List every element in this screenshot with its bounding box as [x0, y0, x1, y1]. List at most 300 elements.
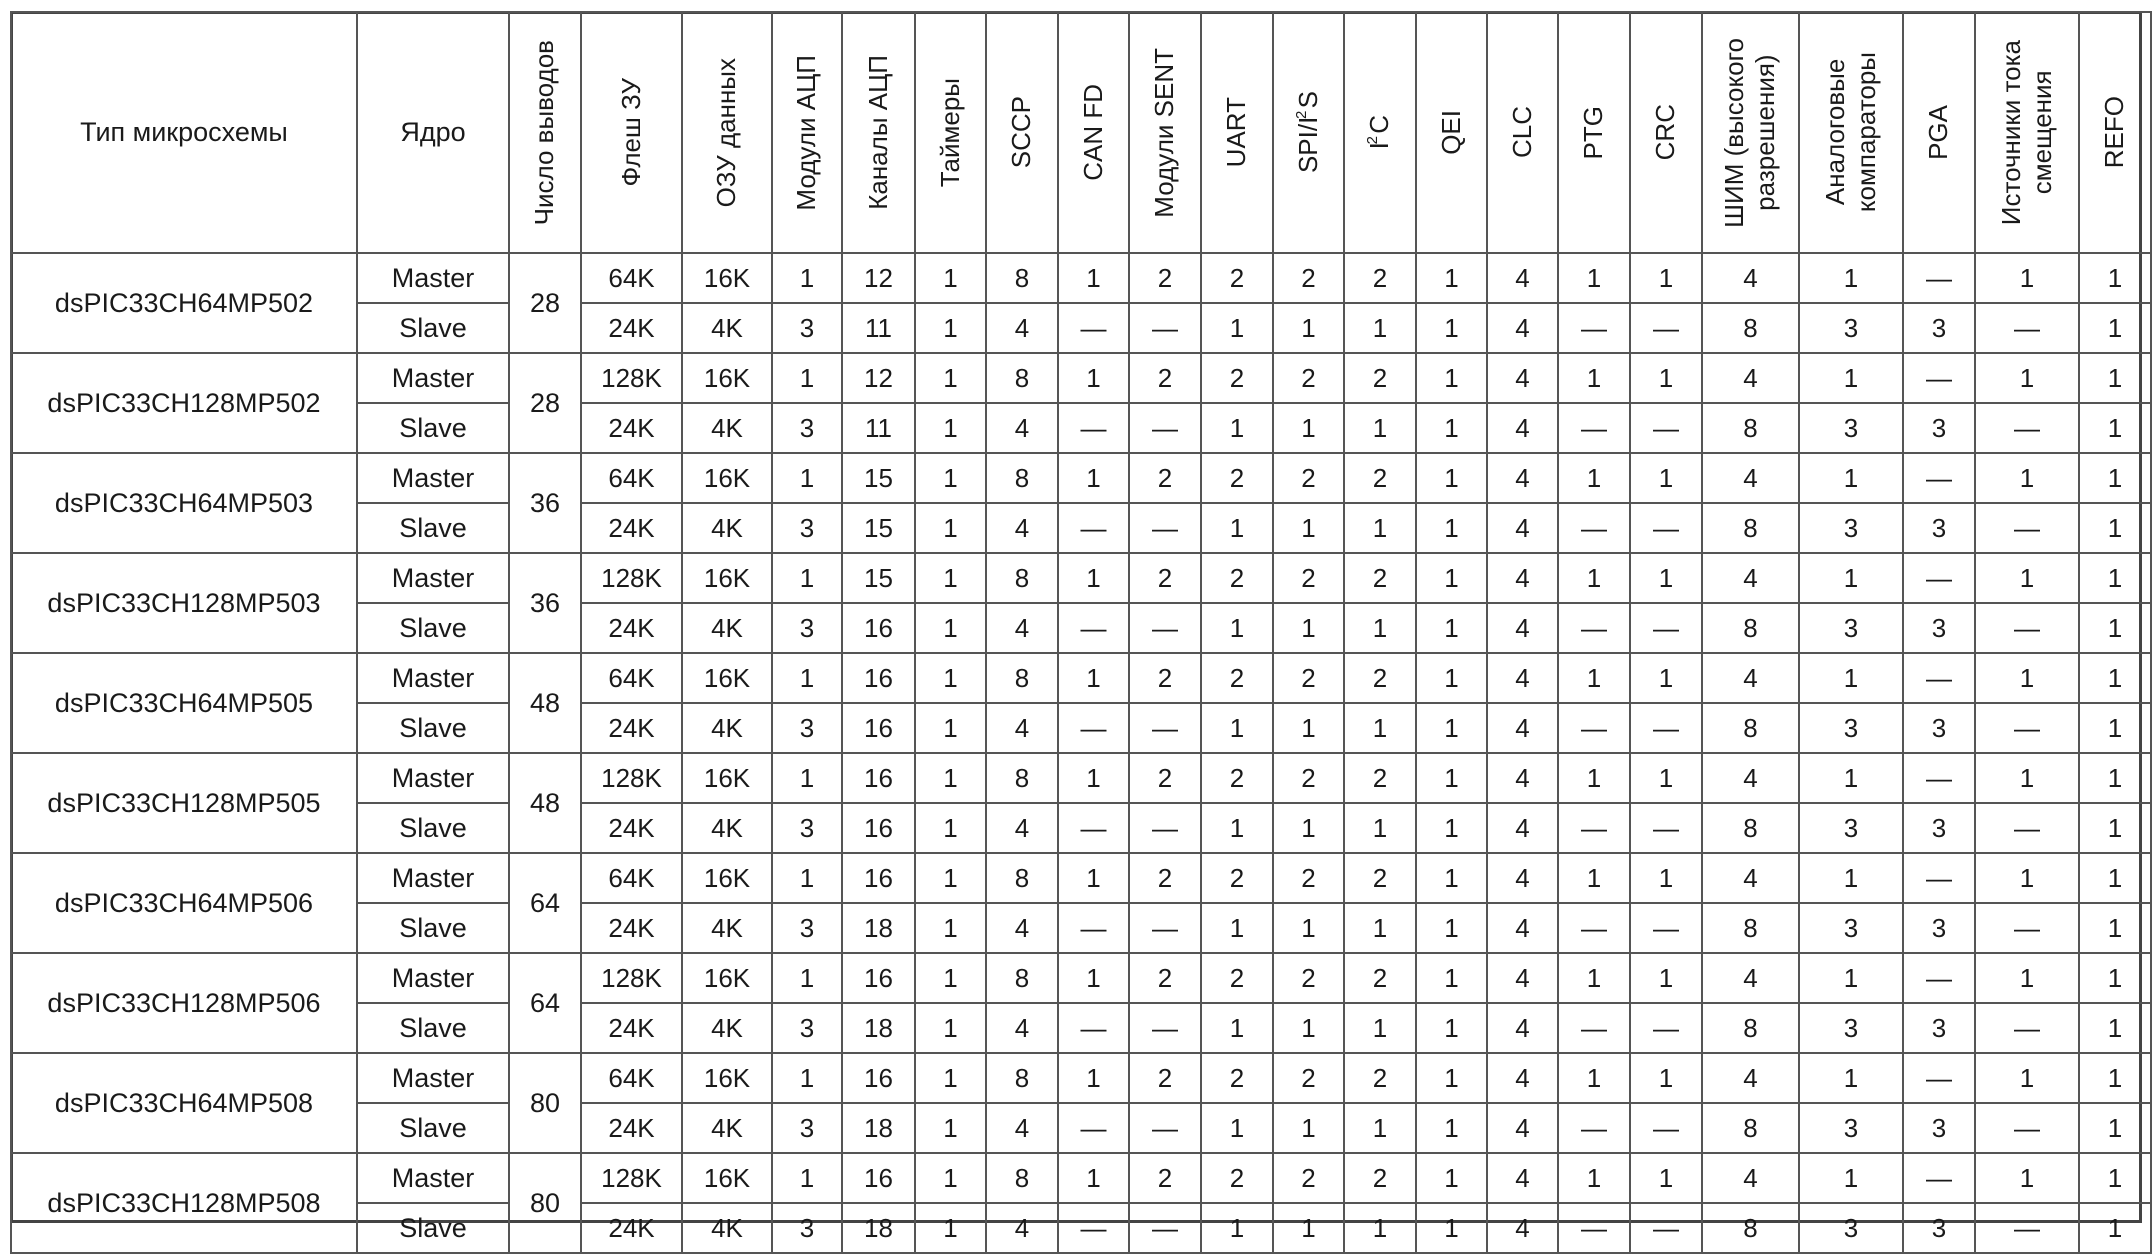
value-cell: 2: [1201, 753, 1273, 803]
value-cell: 2: [1344, 853, 1416, 903]
header-feature-12: [1487, 12, 1558, 253]
value-cell: 4: [1702, 553, 1799, 603]
header-feature-label: Каналы АЦП: [862, 55, 893, 210]
value-cell: 1: [2079, 753, 2151, 803]
value-cell: —: [1975, 303, 2079, 353]
header-feature-label: REFO: [2099, 96, 2130, 169]
value-cell: 8: [986, 1153, 1058, 1203]
value-cell: 1: [915, 1003, 986, 1053]
header-feature-label: $I^2C$: [1364, 115, 1395, 150]
table-row: [11, 1053, 2151, 1103]
value-cell: 2: [1273, 253, 1344, 303]
value-cell: 8: [986, 953, 1058, 1003]
value-cell: 24K: [581, 603, 682, 653]
value-cell: 1: [915, 603, 986, 653]
chip-name-cell: dsPIC33CH64MP503: [11, 453, 357, 553]
value-cell: 4: [1487, 1203, 1558, 1253]
value-cell: 2: [1344, 453, 1416, 503]
value-cell: 3: [772, 703, 842, 753]
value-cell: —: [1558, 1003, 1630, 1053]
value-cell: —: [1630, 1003, 1702, 1053]
value-cell: —: [1975, 703, 2079, 753]
value-cell: 1: [1273, 503, 1344, 553]
value-cell: 128K: [581, 953, 682, 1003]
value-cell: 1: [1416, 253, 1487, 303]
value-cell: 1: [1975, 853, 2079, 903]
value-cell: 4K: [682, 603, 772, 653]
core-cell: Slave: [357, 503, 509, 553]
header-feature-label: SCCP: [1006, 96, 1037, 169]
value-cell: 2: [1273, 453, 1344, 503]
value-cell: 1: [2079, 453, 2151, 503]
value-cell: 1: [1416, 903, 1487, 953]
header-feature-15: [1702, 12, 1799, 253]
value-cell: 1: [2079, 1003, 2151, 1053]
value-cell: 3: [772, 303, 842, 353]
value-cell: 1: [1344, 303, 1416, 353]
table-row: [11, 1153, 2151, 1203]
table-row: [11, 753, 2151, 803]
value-cell: 2: [1273, 1053, 1344, 1103]
value-cell: —: [1058, 1203, 1129, 1253]
value-cell: —: [1058, 1103, 1129, 1153]
value-cell: 8: [986, 753, 1058, 803]
value-cell: 64K: [581, 653, 682, 703]
value-cell: 4K: [682, 903, 772, 953]
value-cell: 1: [915, 453, 986, 503]
value-cell: 16K: [682, 353, 772, 403]
value-cell: 2: [1273, 953, 1344, 1003]
header-feature-8: [1201, 12, 1273, 253]
value-cell: 1: [772, 1053, 842, 1103]
header-feature-label: ОЗУ данных: [711, 57, 742, 208]
header-feature-1: [682, 12, 772, 253]
value-cell: 3: [1799, 1203, 1903, 1253]
value-cell: 1: [772, 453, 842, 503]
value-cell: 4: [1487, 553, 1558, 603]
value-cell: 1: [1344, 703, 1416, 753]
table-row: [11, 853, 2151, 903]
value-cell: 1: [1273, 803, 1344, 853]
value-cell: 4K: [682, 1003, 772, 1053]
value-cell: 1: [1975, 553, 2079, 603]
value-cell: —: [1129, 903, 1201, 953]
value-cell: 1: [1799, 753, 1903, 803]
value-cell: 4: [1487, 903, 1558, 953]
value-cell: 1: [1416, 303, 1487, 353]
value-cell: 1: [1799, 353, 1903, 403]
value-cell: 1: [1799, 653, 1903, 703]
value-cell: —: [1058, 603, 1129, 653]
value-cell: 1: [1201, 303, 1273, 353]
header-core: Ядро: [357, 12, 509, 253]
value-cell: 3: [772, 1103, 842, 1153]
value-cell: 1: [1558, 253, 1630, 303]
value-cell: —: [1630, 1203, 1702, 1253]
value-cell: 1: [1201, 803, 1273, 853]
value-cell: 2: [1129, 253, 1201, 303]
value-cell: 3: [772, 503, 842, 553]
value-cell: 1: [2079, 703, 2151, 753]
pins-cell: 28: [509, 353, 581, 453]
value-cell: —: [1129, 1003, 1201, 1053]
value-cell: 1: [1630, 253, 1702, 303]
value-cell: 1: [1558, 753, 1630, 803]
value-cell: 8: [986, 453, 1058, 503]
value-cell: 3: [1903, 1203, 1975, 1253]
value-cell: 24K: [581, 1103, 682, 1153]
value-cell: —: [1129, 503, 1201, 553]
value-cell: 64K: [581, 253, 682, 303]
value-cell: 4: [1702, 453, 1799, 503]
value-cell: 2: [1344, 753, 1416, 803]
core-cell: Slave: [357, 1003, 509, 1053]
value-cell: 16: [842, 803, 915, 853]
value-cell: 16: [842, 653, 915, 703]
header-feature-label: UART: [1221, 97, 1252, 168]
value-cell: 16K: [682, 953, 772, 1003]
core-cell: Slave: [357, 803, 509, 853]
value-cell: 3: [772, 903, 842, 953]
pins-cell: 48: [509, 753, 581, 853]
value-cell: 4: [986, 703, 1058, 753]
value-cell: 1: [2079, 953, 2151, 1003]
pins-cell: 80: [509, 1153, 581, 1253]
header-feature-label: SPI/$I^2S$: [1292, 91, 1323, 174]
header-feature-label: ШИМ (высокого разрешения): [1719, 37, 1781, 228]
value-cell: 1: [915, 1153, 986, 1203]
value-cell: 1: [1558, 853, 1630, 903]
value-cell: 1: [1344, 1203, 1416, 1253]
value-cell: 1: [1975, 1053, 2079, 1103]
value-cell: 4: [986, 803, 1058, 853]
header-feature-label: Источники тока смещения: [1995, 39, 2057, 226]
value-cell: 1: [1201, 403, 1273, 453]
header-feature-10: [1344, 12, 1416, 253]
value-cell: 1: [2079, 653, 2151, 703]
value-cell: —: [1975, 603, 2079, 653]
value-cell: 1: [1558, 1153, 1630, 1203]
value-cell: —: [1975, 1003, 2079, 1053]
value-cell: 3: [1799, 303, 1903, 353]
value-cell: —: [1058, 703, 1129, 753]
header-feature-4: [915, 12, 986, 253]
value-cell: 4: [1487, 953, 1558, 1003]
value-cell: 3: [1799, 803, 1903, 853]
value-cell: 8: [1702, 403, 1799, 453]
chip-name-cell: dsPIC33CH64MP502: [11, 253, 357, 353]
value-cell: 1: [2079, 353, 2151, 403]
value-cell: —: [1129, 303, 1201, 353]
value-cell: 1: [2079, 1153, 2151, 1203]
core-cell: Master: [357, 653, 509, 703]
core-cell: Master: [357, 353, 509, 403]
value-cell: —: [1975, 403, 2079, 453]
value-cell: 2: [1201, 253, 1273, 303]
value-cell: 1: [915, 903, 986, 953]
header-feature-3: [842, 12, 915, 253]
value-cell: 3: [1903, 903, 1975, 953]
core-cell: Master: [357, 453, 509, 503]
value-cell: 1: [1058, 653, 1129, 703]
value-cell: 1: [1558, 653, 1630, 703]
value-cell: 1: [1630, 453, 1702, 503]
value-cell: 1: [1416, 503, 1487, 553]
value-cell: —: [1903, 1053, 1975, 1103]
value-cell: 1: [1630, 753, 1702, 803]
value-cell: 1: [915, 1203, 986, 1253]
value-cell: 1: [1058, 753, 1129, 803]
value-cell: —: [1975, 1203, 2079, 1253]
value-cell: 4: [1487, 703, 1558, 753]
value-cell: 2: [1201, 1053, 1273, 1103]
value-cell: 1: [915, 1053, 986, 1103]
value-cell: 8: [986, 653, 1058, 703]
pins-cell: 48: [509, 653, 581, 753]
value-cell: 24K: [581, 403, 682, 453]
header-feature-2: [772, 12, 842, 253]
value-cell: 1: [2079, 303, 2151, 353]
value-cell: 8: [986, 553, 1058, 603]
value-cell: 64K: [581, 453, 682, 503]
header-feature-label: Флеш ЗУ: [615, 78, 646, 187]
value-cell: 1: [1273, 603, 1344, 653]
value-cell: 1: [1975, 653, 2079, 703]
value-cell: 1: [772, 1153, 842, 1203]
value-cell: 1: [1344, 1003, 1416, 1053]
value-cell: 1: [1416, 603, 1487, 653]
value-cell: 1: [915, 953, 986, 1003]
value-cell: 1: [1344, 503, 1416, 553]
value-cell: 3: [1903, 603, 1975, 653]
value-cell: 1: [1201, 503, 1273, 553]
value-cell: 15: [842, 453, 915, 503]
value-cell: —: [1058, 403, 1129, 453]
value-cell: 1: [1799, 853, 1903, 903]
value-cell: —: [1903, 253, 1975, 303]
pins-cell: 36: [509, 553, 581, 653]
header-feature-7: [1129, 12, 1201, 253]
value-cell: —: [1903, 453, 1975, 503]
value-cell: 11: [842, 303, 915, 353]
header-feature-18: [1975, 12, 2079, 253]
value-cell: 4: [1487, 1053, 1558, 1103]
value-cell: 1: [1975, 453, 2079, 503]
value-cell: 2: [1129, 553, 1201, 603]
value-cell: 1: [1058, 853, 1129, 903]
header-feature-label: PTG: [1578, 105, 1609, 160]
value-cell: 128K: [581, 553, 682, 603]
value-cell: 1: [772, 953, 842, 1003]
value-cell: 1: [1416, 1203, 1487, 1253]
value-cell: 1: [1975, 1153, 2079, 1203]
value-cell: 4K: [682, 1103, 772, 1153]
value-cell: 1: [1558, 553, 1630, 603]
value-cell: 3: [1799, 503, 1903, 553]
value-cell: —: [1558, 1203, 1630, 1253]
value-cell: 2: [1344, 353, 1416, 403]
value-cell: 4: [1487, 503, 1558, 553]
value-cell: 4: [1702, 1153, 1799, 1203]
value-cell: 4: [1487, 253, 1558, 303]
value-cell: 1: [2079, 903, 2151, 953]
value-cell: 1: [1975, 753, 2079, 803]
header-feature-label: CLC: [1506, 106, 1537, 159]
value-cell: 1: [1201, 1103, 1273, 1153]
value-cell: 1: [1416, 703, 1487, 753]
value-cell: 4K: [682, 1203, 772, 1253]
value-cell: 1: [915, 303, 986, 353]
value-cell: 1: [1558, 353, 1630, 403]
chip-name-cell: dsPIC33CH128MP502: [11, 353, 357, 453]
value-cell: 3: [1903, 1103, 1975, 1153]
core-cell: Slave: [357, 1103, 509, 1153]
value-cell: 1: [2079, 553, 2151, 603]
value-cell: 2: [1344, 253, 1416, 303]
value-cell: 8: [1702, 1003, 1799, 1053]
value-cell: —: [1903, 553, 1975, 603]
value-cell: 3: [1903, 403, 1975, 453]
value-cell: —: [1058, 903, 1129, 953]
header-feature-13: [1558, 12, 1630, 253]
value-cell: 1: [1201, 903, 1273, 953]
value-cell: —: [1129, 603, 1201, 653]
value-cell: 16K: [682, 253, 772, 303]
value-cell: 1: [772, 853, 842, 903]
value-cell: 4: [1702, 853, 1799, 903]
value-cell: 8: [1702, 503, 1799, 553]
value-cell: 3: [1799, 703, 1903, 753]
value-cell: —: [1058, 303, 1129, 353]
pins-cell: 64: [509, 853, 581, 953]
header-pins: [509, 12, 581, 253]
value-cell: 1: [1273, 703, 1344, 753]
value-cell: 2: [1344, 553, 1416, 603]
value-cell: 4: [986, 1103, 1058, 1153]
chip-name-cell: dsPIC33CH128MP506: [11, 953, 357, 1053]
value-cell: 15: [842, 553, 915, 603]
value-cell: 2: [1129, 753, 1201, 803]
value-cell: 1: [1799, 1053, 1903, 1103]
value-cell: 1: [1273, 1103, 1344, 1153]
value-cell: 4: [1487, 403, 1558, 453]
value-cell: 4: [1487, 453, 1558, 503]
value-cell: 2: [1273, 853, 1344, 903]
value-cell: —: [1058, 803, 1129, 853]
core-cell: Master: [357, 553, 509, 603]
value-cell: 1: [1630, 953, 1702, 1003]
value-cell: 1: [915, 353, 986, 403]
pins-cell: 28: [509, 253, 581, 353]
value-cell: —: [1558, 803, 1630, 853]
value-cell: 1: [1058, 953, 1129, 1003]
value-cell: —: [1630, 603, 1702, 653]
table-row: [11, 353, 2151, 403]
value-cell: 1: [1273, 1003, 1344, 1053]
value-cell: 1: [1416, 853, 1487, 903]
core-cell: Slave: [357, 903, 509, 953]
value-cell: 1: [2079, 803, 2151, 853]
value-cell: 11: [842, 403, 915, 453]
value-cell: 4K: [682, 703, 772, 753]
value-cell: 2: [1201, 953, 1273, 1003]
value-cell: 16: [842, 853, 915, 903]
value-cell: 4: [1702, 353, 1799, 403]
chip-name-cell: dsPIC33CH64MP506: [11, 853, 357, 953]
value-cell: —: [1129, 703, 1201, 753]
value-cell: 24K: [581, 1003, 682, 1053]
value-cell: 2: [1273, 553, 1344, 603]
value-cell: 3: [772, 403, 842, 453]
header-chip: Тип микросхемы: [11, 12, 357, 253]
header-feature-6: [1058, 12, 1129, 253]
chip-name-cell: dsPIC33CH128MP505: [11, 753, 357, 853]
value-cell: 15: [842, 503, 915, 553]
value-cell: 4: [1487, 1153, 1558, 1203]
value-cell: 4: [1487, 1103, 1558, 1153]
value-cell: 16K: [682, 553, 772, 603]
value-cell: 3: [1799, 1003, 1903, 1053]
value-cell: 1: [1416, 953, 1487, 1003]
pins-cell: 64: [509, 953, 581, 1053]
value-cell: 1: [1799, 953, 1903, 1003]
value-cell: 1: [1344, 903, 1416, 953]
value-cell: 16: [842, 953, 915, 1003]
header-feature-label: CAN FD: [1077, 84, 1108, 181]
table-body: [11, 253, 2151, 1253]
value-cell: 16K: [682, 1153, 772, 1203]
value-cell: 2: [1129, 453, 1201, 503]
value-cell: 1: [915, 403, 986, 453]
value-cell: —: [1903, 353, 1975, 403]
table-row: [11, 453, 2151, 503]
core-cell: Slave: [357, 603, 509, 653]
value-cell: 4: [1702, 1053, 1799, 1103]
value-cell: 1: [1058, 253, 1129, 303]
value-cell: —: [1975, 503, 2079, 553]
header-pins-label: Число выводов: [529, 39, 560, 226]
value-cell: 8: [1702, 903, 1799, 953]
value-cell: 16K: [682, 453, 772, 503]
value-cell: 128K: [581, 753, 682, 803]
table-row: [11, 653, 2151, 703]
value-cell: 1: [1416, 1053, 1487, 1103]
value-cell: —: [1558, 603, 1630, 653]
value-cell: 1: [2079, 253, 2151, 303]
value-cell: 1: [1344, 603, 1416, 653]
value-cell: —: [1558, 1103, 1630, 1153]
value-cell: 1: [1558, 953, 1630, 1003]
value-cell: 1: [1799, 553, 1903, 603]
value-cell: 24K: [581, 703, 682, 753]
value-cell: 1: [1630, 853, 1702, 903]
value-cell: 18: [842, 1103, 915, 1153]
value-cell: —: [1558, 503, 1630, 553]
value-cell: 16: [842, 1053, 915, 1103]
value-cell: 2: [1201, 453, 1273, 503]
value-cell: 4: [986, 1203, 1058, 1253]
value-cell: —: [1975, 903, 2079, 953]
value-cell: 3: [772, 603, 842, 653]
value-cell: 8: [1702, 303, 1799, 353]
value-cell: 1: [2079, 853, 2151, 903]
value-cell: 1: [1416, 803, 1487, 853]
value-cell: 1: [772, 753, 842, 803]
chip-name-cell: dsPIC33CH128MP508: [11, 1153, 357, 1253]
value-cell: 4: [986, 303, 1058, 353]
value-cell: 1: [915, 653, 986, 703]
value-cell: 3: [772, 1003, 842, 1053]
